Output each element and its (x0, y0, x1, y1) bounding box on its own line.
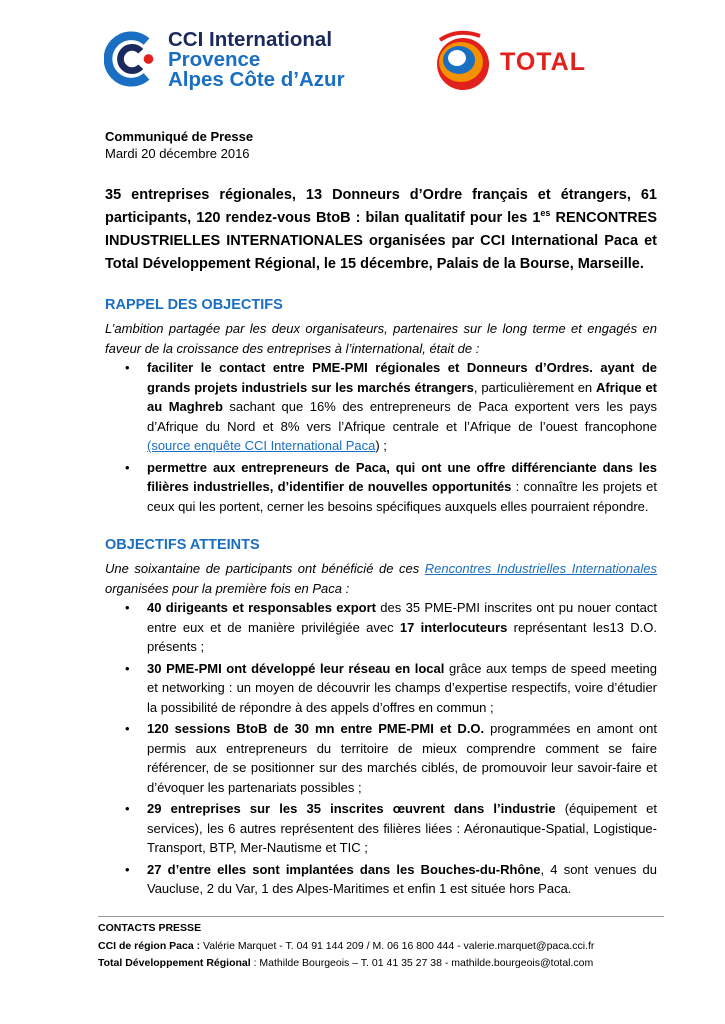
total-logo (428, 26, 608, 100)
headline-sup: es (540, 208, 551, 219)
source-link[interactable]: (source enquête CCI International Paca (147, 438, 376, 453)
headline-part1: 35 entreprises régionales, 13 Donneurs d’Ordre français et étrangers, 61 participants, 120 rendez-vous BtoB : bilan qualitatif pour les 1 (105, 187, 657, 226)
contact-text: Valérie Marquet - T. 04 91 144 209 / M. 06 16 800 444 - valerie.marquet@paca.cci.fr (200, 939, 595, 952)
item-bold: 17 interlocuteurs (399, 619, 508, 635)
section2-intro (105, 559, 657, 598)
list-item (105, 598, 657, 657)
list-item (105, 659, 657, 718)
rencontres-link[interactable]: Rencontres Industrielles Internationales (424, 561, 657, 576)
item-bold: permettre aux entrepreneurs de Paca, qui ont une offre différenciante dans les filières industrielles, d’identifier de nouvelles opportunités (147, 459, 657, 494)
section-title-objectives: RAPPEL DES OBJECTIFS (105, 297, 283, 313)
press-label: Communiqué de Presse (105, 129, 254, 144)
bullet-icon: • (125, 721, 130, 736)
item-bold: 29 entreprises sur les 35 inscrites œuvrent dans l’industrie (147, 801, 556, 816)
cci-logo-line3: Alpes Côte d’Azur (168, 68, 345, 91)
bullet-icon: • (125, 861, 130, 877)
press-contacts-footer (98, 916, 664, 973)
list-item (105, 799, 657, 858)
item-bold: Afrique et au Maghreb (147, 379, 657, 414)
bullet-icon: • (125, 660, 130, 676)
list-item (105, 860, 657, 899)
bullet-icon: • (125, 801, 130, 816)
list-item (105, 719, 657, 797)
section1-intro: L’ambition partagée par les deux organisateurs, partenaires sur le long terme et engagés en faveur de la croissance des entreprises à l’international, était de : (105, 321, 657, 356)
bullet-icon: • (125, 360, 130, 375)
item-text: , 4 sont venues du Vaucluse, 2 du Var, 1 des Alpes-Maritimes et enfin 1 est située hors Paca. (147, 861, 657, 896)
item-text: , particulièrement en (473, 379, 597, 395)
contact-label: CCI de région Paca : (98, 939, 201, 952)
bullet-icon: • (125, 600, 130, 615)
item-text: programmées en amont ont permis aux entrepreneurs du territoire de mieux comprendre comment se faire référencer, de se positionner sur des marchés ciblés, de promouvoir leur savoir-faire et d’évoquer les partenariats possibles ; (147, 721, 657, 795)
contact-label: Total Développement Régional (98, 957, 251, 969)
press-release-body (105, 128, 657, 901)
bullet-icon: • (125, 459, 130, 475)
item-bold: faciliter le contact entre PME-PMI régionales et Donneurs d’Ordres. ayant de grands projets industriels sur les marchés étrangers (147, 360, 657, 395)
total-logo-wordmark: TOTAL (500, 48, 587, 76)
headline (105, 184, 657, 276)
cci-logo-line2: Provence (168, 48, 261, 71)
intro-text: organisées pour la première fois en Paca : (105, 580, 350, 596)
item-text: des 35 PME-PMI inscrites ont pu nouer contact entre eux et de manière privilégiée avec (147, 600, 657, 635)
item-text: représentant les13 D.O. présents ; (147, 619, 657, 654)
objectives-list (105, 358, 657, 516)
list-item (105, 458, 657, 517)
headline-part2: RENCONTRES INDUSTRIELLES INTERNATIONALES organisées par CCI International Paca et Total Développement Régional, le 15 décembre, Palais de la Bourse, Marseille. (105, 210, 657, 272)
achievements-list (105, 598, 657, 899)
item-bold: 27 d’entre elles sont implantées dans les Bouches-du-Rhône (147, 861, 541, 877)
item-bold: 120 sessions BtoB de 30 mn entre PME-PMI et D.O. (147, 721, 485, 736)
cci-logo-icon (104, 30, 162, 88)
footer-title: CONTACTS PRESSE (98, 922, 202, 934)
item-bold: 30 PME-PMI ont développé leur réseau en local (147, 660, 445, 676)
contact-text: : Mathilde Bourgeois – T. 01 41 35 27 38 - mathilde.bourgeois@total.com (250, 957, 594, 969)
item-bold: 40 dirigeants et responsables export (147, 600, 376, 615)
intro-text: Une soixantaine de participants ont bénéficié de ces (105, 561, 425, 576)
item-text: (équipement et services), les 6 autres représentent des filières liées : Aéronautique-Spatial, Logistique-Transport, BTP, Mer-Nautisme et TIC ; (147, 801, 657, 855)
total-logo-icon (428, 26, 498, 100)
item-text: : connaître les projets et ceux qui les portent, cerner les besoins spécifiques auxquels elles pourraient répondre. (147, 479, 658, 514)
item-text: ) ; (375, 438, 387, 453)
list-item (105, 358, 657, 456)
cci-international-logo (104, 28, 344, 96)
footer-contact-total (98, 955, 664, 973)
footer-contact-cci (98, 938, 664, 956)
section-title-achieved: OBJECTIFS ATTEINTS (105, 537, 260, 553)
press-date: Mardi 20 décembre 2016 (105, 146, 250, 161)
item-text: grâce aux temps de speed meeting et networking : un moyen de découvrir les champs d’expertise respectifs, voire d’étudier la possibilité de répondre à des appels d’offres en commun ; (147, 660, 657, 715)
item-text: sachant que 16% des entrepreneurs de Paca exportent vers les pays d’Afrique du Nord et 8% vers l’Afrique centrale et l’Afrique de l’ouest francophone (147, 399, 657, 434)
cci-logo-line1: CCI International (168, 28, 333, 51)
